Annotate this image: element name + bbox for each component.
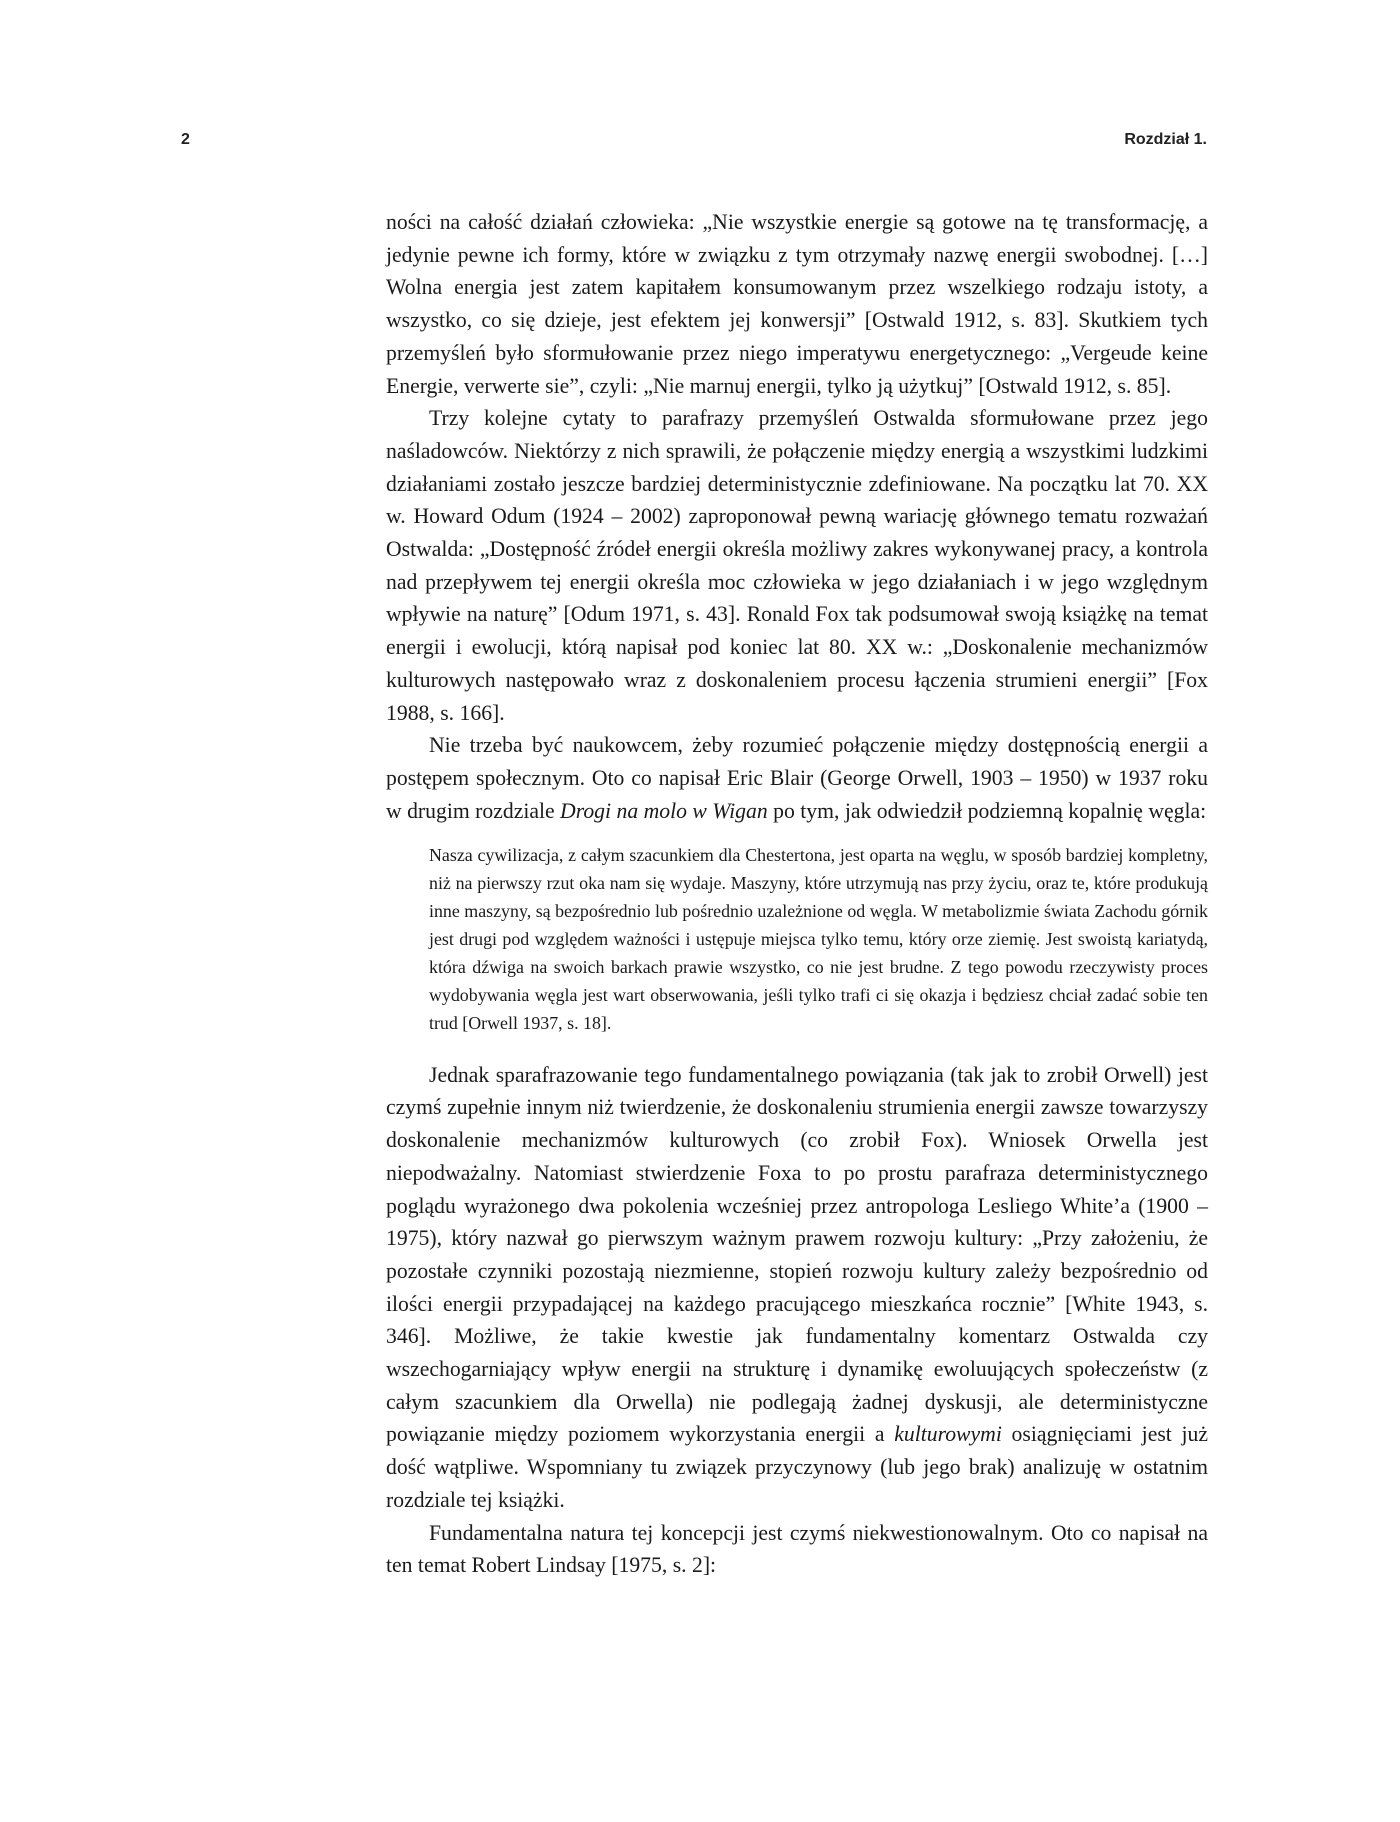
emphasis-word: kulturowymi (894, 1422, 1002, 1447)
paragraph-text: osiągnięciami jest już dość wątpliwe. Wspomniany tu związek przyczynowy (lub jego brak) analizuję w ostatnim rozdziale tej książki. (386, 1422, 1208, 1512)
paragraph-text: Jednak sparafrazowanie tego fundamentalnego powiązania (tak jak to zrobił Orwell) jest czymś zupełnie innym niż twierdzenie, że doskonaleniu strumienia energii zawsze towarzyszy doskonalenie mechanizmów kulturowych (co zrobił Fox). Wniosek Orwella jest niepodważalny. Natomiast stwierdzenie Foxa to po prostu parafraza deterministycznego poglądu wyrażonego dwa pokolenia wcześniej przez antropologa Lesliego White’a (1900 – 1975), który nazwał go pierwszym ważnym prawem rozwoju kultury: „Przy założeniu, że pozostałe czynniki pozostają niezmienne, stopień rozwoju kultury zależy bezpośrednio od ilości energii przypadającej na każdego pracującego mieszkańca rocznie” [White 1943, s. 346]. Możliwe, że takie kwestie jak fundamentalny komentarz Ostwalda czy wszechogarniający wpływ energii na strukturę i dynamikę ewoluujących społeczeństw (z całym szacunkiem dla Orwella) nie podlegają żadnej dyskusji, ale deterministyczne powiązanie między poziomem wykorzystania energii a (386, 1062, 1208, 1447)
paragraph-ostwald-continuation: ności na całość działań człowieka: „Nie wszystkie energie są gotowe na tę transformację, a jedynie pewne ich formy, które w związku z tym otrzymały nazwę energii swobodnej. […] Wolna energia jest zatem kapitałem konsumowanym przez wszelkiego rodzaju istoty, a wszystko, co się dzieje, jest efektem jej konwersji” [Ostwald 1912, s. 83]. Skutkiem tych przemyśleń było sformułowanie przez niego imperatywu energetycznego: „Vergeude keine Energie, verwerte sie”, czyli: „Nie marnuj energii, tylko ją użytkuj” [Ostwald 1912, s. 85]. (386, 210, 1208, 398)
block-quote-orwell: Nasza cywilizacja, z całym szacunkiem dla Chestertona, jest oparta na węglu, w sposób bardziej kompletny, niż na pierwszy rzut oka nam się wydaje. Maszyny, które utrzymują nas przy życiu, oraz te, które produkują inne maszyny, są bezpośrednio lub pośrednio uzależnione od węgla. W metabolizmie świata Zachodu górnik jest drugi pod względem ważności i ustępuje miejsca tylko temu, który orze ziemię. Jest swoistą kariatydą, która dźwiga na swoich barkach prawie wszystko, co nie jest brudne. Z tego powodu rzeczywisty proces wydobywania węgla jest wart obserwowania, jeśli tylko trafi ci się okazja i będziesz chciał zadać sobie ten trud [Orwell 1937, s. 18]. (429, 845, 1208, 1033)
paragraph-text: po tym, jak odwiedził podziemną kopalnię węgla: (767, 798, 1207, 823)
paragraph-white-law (386, 1059, 1208, 1517)
paragraph-orwell-intro (386, 729, 1208, 827)
paragraph-lindsay-intro: Fundamentalna natura tej koncepcji jest czymś niekwestionowalnym. Oto co napisał na ten temat Robert Lindsay [1975, s. 2]: (386, 1520, 1208, 1578)
book-title: Drogi na molo w Wigan (560, 798, 768, 823)
running-head-chapter: Rozdział 1. (1124, 131, 1207, 148)
body-text (386, 206, 1208, 1582)
paragraph-text: Nie trzeba być naukowcem, żeby rozumieć połączenie między dostępnością energii a postępem społecznym. Oto co napisał Eric Blair (George Orwell, 1903 – 1950) w 1937 roku w drugim rozdziale (386, 733, 1208, 823)
page-number: 2 (181, 131, 190, 148)
paragraph-ostwald-followers: Trzy kolejne cytaty to parafrazy przemyśleń Ostwalda sformułowane przez jego naśladowców. Niektórzy z nich sprawili, że połączenie między energią a wszystkimi ludzkimi działaniami zostało jeszcze bardziej deterministycznie zdefiniowane. Na początku lat 70. XX w. Howard Odum (1924 – 2002) zaproponował pewną wariację głównego tematu rozważań Ostwalda: „Dostępność źródeł energii określa możliwy zakres wykonywanej pracy, a kontrola nad przepływem tej energii określa moc człowieka w jego działaniach i w jego względnym wpływie na naturę” [Odum 1971, s. 43]. Ronald Fox tak podsumował swoją książkę na temat energii i ewolucji, którą napisał pod koniec lat 80. XX w.: „Doskonalenie mechanizmów kulturowych następowało wraz z doskonaleniem procesu łączenia strumieni energii” [Fox 1988, s. 166]. (386, 406, 1208, 725)
